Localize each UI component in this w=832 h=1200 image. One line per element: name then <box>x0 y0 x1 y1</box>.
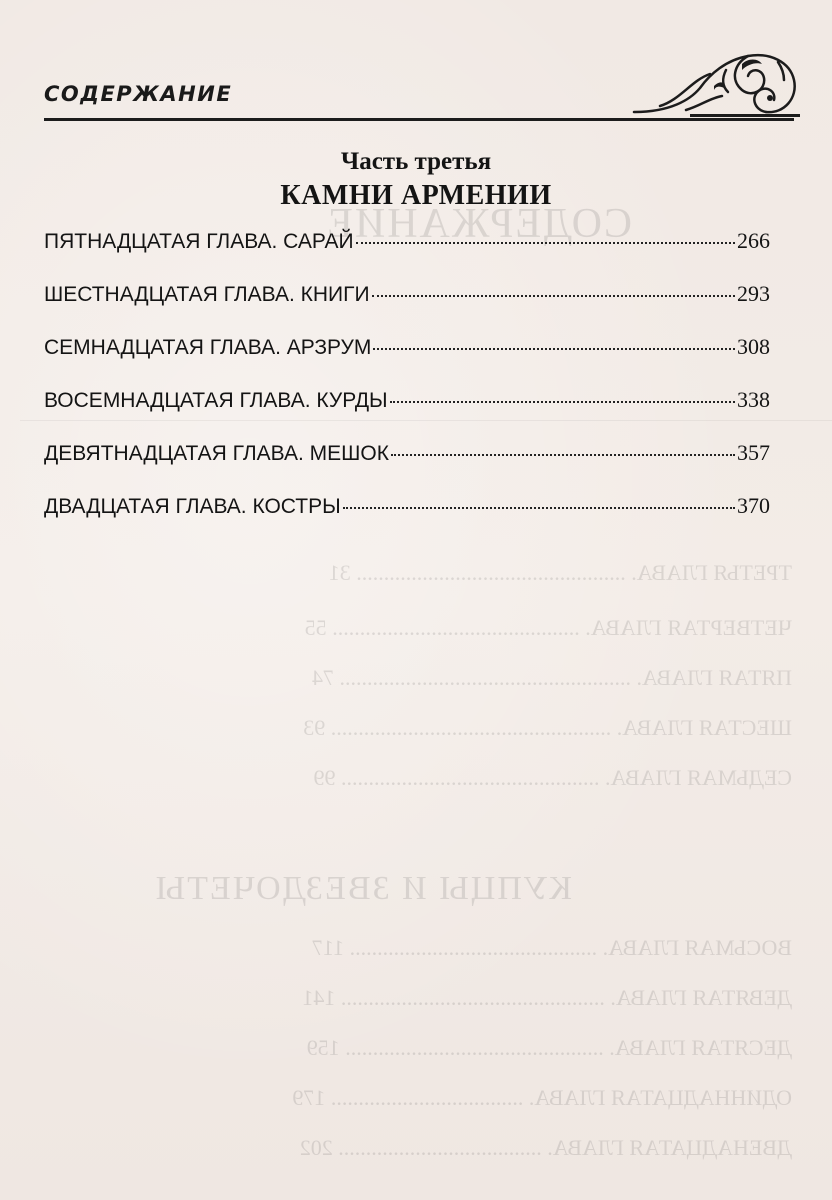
toc-leader-dots <box>343 507 735 509</box>
toc-entry[interactable] <box>44 440 770 493</box>
toc-entry[interactable] <box>44 281 770 334</box>
toc-entry-title: СЕМНАДЦАТАЯ ГЛАВА. АРЗРУМ <box>44 336 372 359</box>
toc-entry-page: 370 <box>737 493 770 518</box>
toc-entry-title: ВОСЕМНАДЦАТАЯ ГЛАВА. КУРДЫ <box>44 389 388 412</box>
toc-entry-page: 338 <box>737 387 770 412</box>
toc-entry-page: 357 <box>737 440 770 465</box>
header-ornament-icon <box>630 40 800 120</box>
part-label: Часть третья <box>340 148 492 175</box>
toc-leader-dots <box>356 242 735 244</box>
toc-entry-page: 293 <box>737 281 770 306</box>
toc-entry-title: ДЕВЯТНАДЦАТАЯ ГЛАВА. МЕШОК <box>44 442 389 465</box>
toc-leader-dots <box>373 348 735 350</box>
toc-entry[interactable] <box>44 387 770 440</box>
table-of-contents <box>44 228 770 546</box>
part-title: КАМНИ АРМЕНИИ <box>280 180 552 211</box>
toc-entry-title: ПЯТНАДЦАТАЯ ГЛАВА. САРАЙ <box>44 230 354 253</box>
toc-entry[interactable] <box>44 228 770 281</box>
toc-leader-dots <box>372 295 735 297</box>
toc-entry[interactable] <box>44 493 770 546</box>
toc-entry-page: 266 <box>737 228 770 253</box>
toc-entry-title: ДВАДЦАТАЯ ГЛАВА. КОСТРЫ <box>44 495 341 518</box>
bleed-through-text: СОДЕРЖАНИЕ ТРЕТЬЯ ГЛАВА. ................................................. 31 ЧЕТВЕРТАЯ ГЛАВА. ............................................. 55 ПЯТАЯ ГЛАВА. ..................................................... 74 ШЕСТАЯ ГЛАВА. ................................................... 93 СЕДЬМАЯ ГЛАВА. ............................................... 99 КУПЦЫ И ЗВЕЗДОЧЕТЫ ВОСЬМАЯ ГЛАВА. ............................................. 117 ДЕВЯТАЯ ГЛАВА. ................................................ 141 ДЕСЯТАЯ ГЛАВА. ............................................... 159 ОДИННАДЦАТАЯ ГЛАВА. ................................... 179 ДВЕНАДЦАТАЯ ГЛАВА. ..................................... 202 <box>153 201 792 1160</box>
toc-entry-page: 308 <box>737 334 770 359</box>
toc-leader-dots <box>390 401 735 403</box>
toc-entry-title: ШЕСТНАДЦАТАЯ ГЛАВА. КНИГИ <box>44 283 370 306</box>
page-header-title: СОДЕРЖАНИЕ <box>44 82 233 106</box>
toc-leader-dots <box>391 454 735 456</box>
header-rule <box>44 118 794 121</box>
toc-entry[interactable] <box>44 334 770 387</box>
